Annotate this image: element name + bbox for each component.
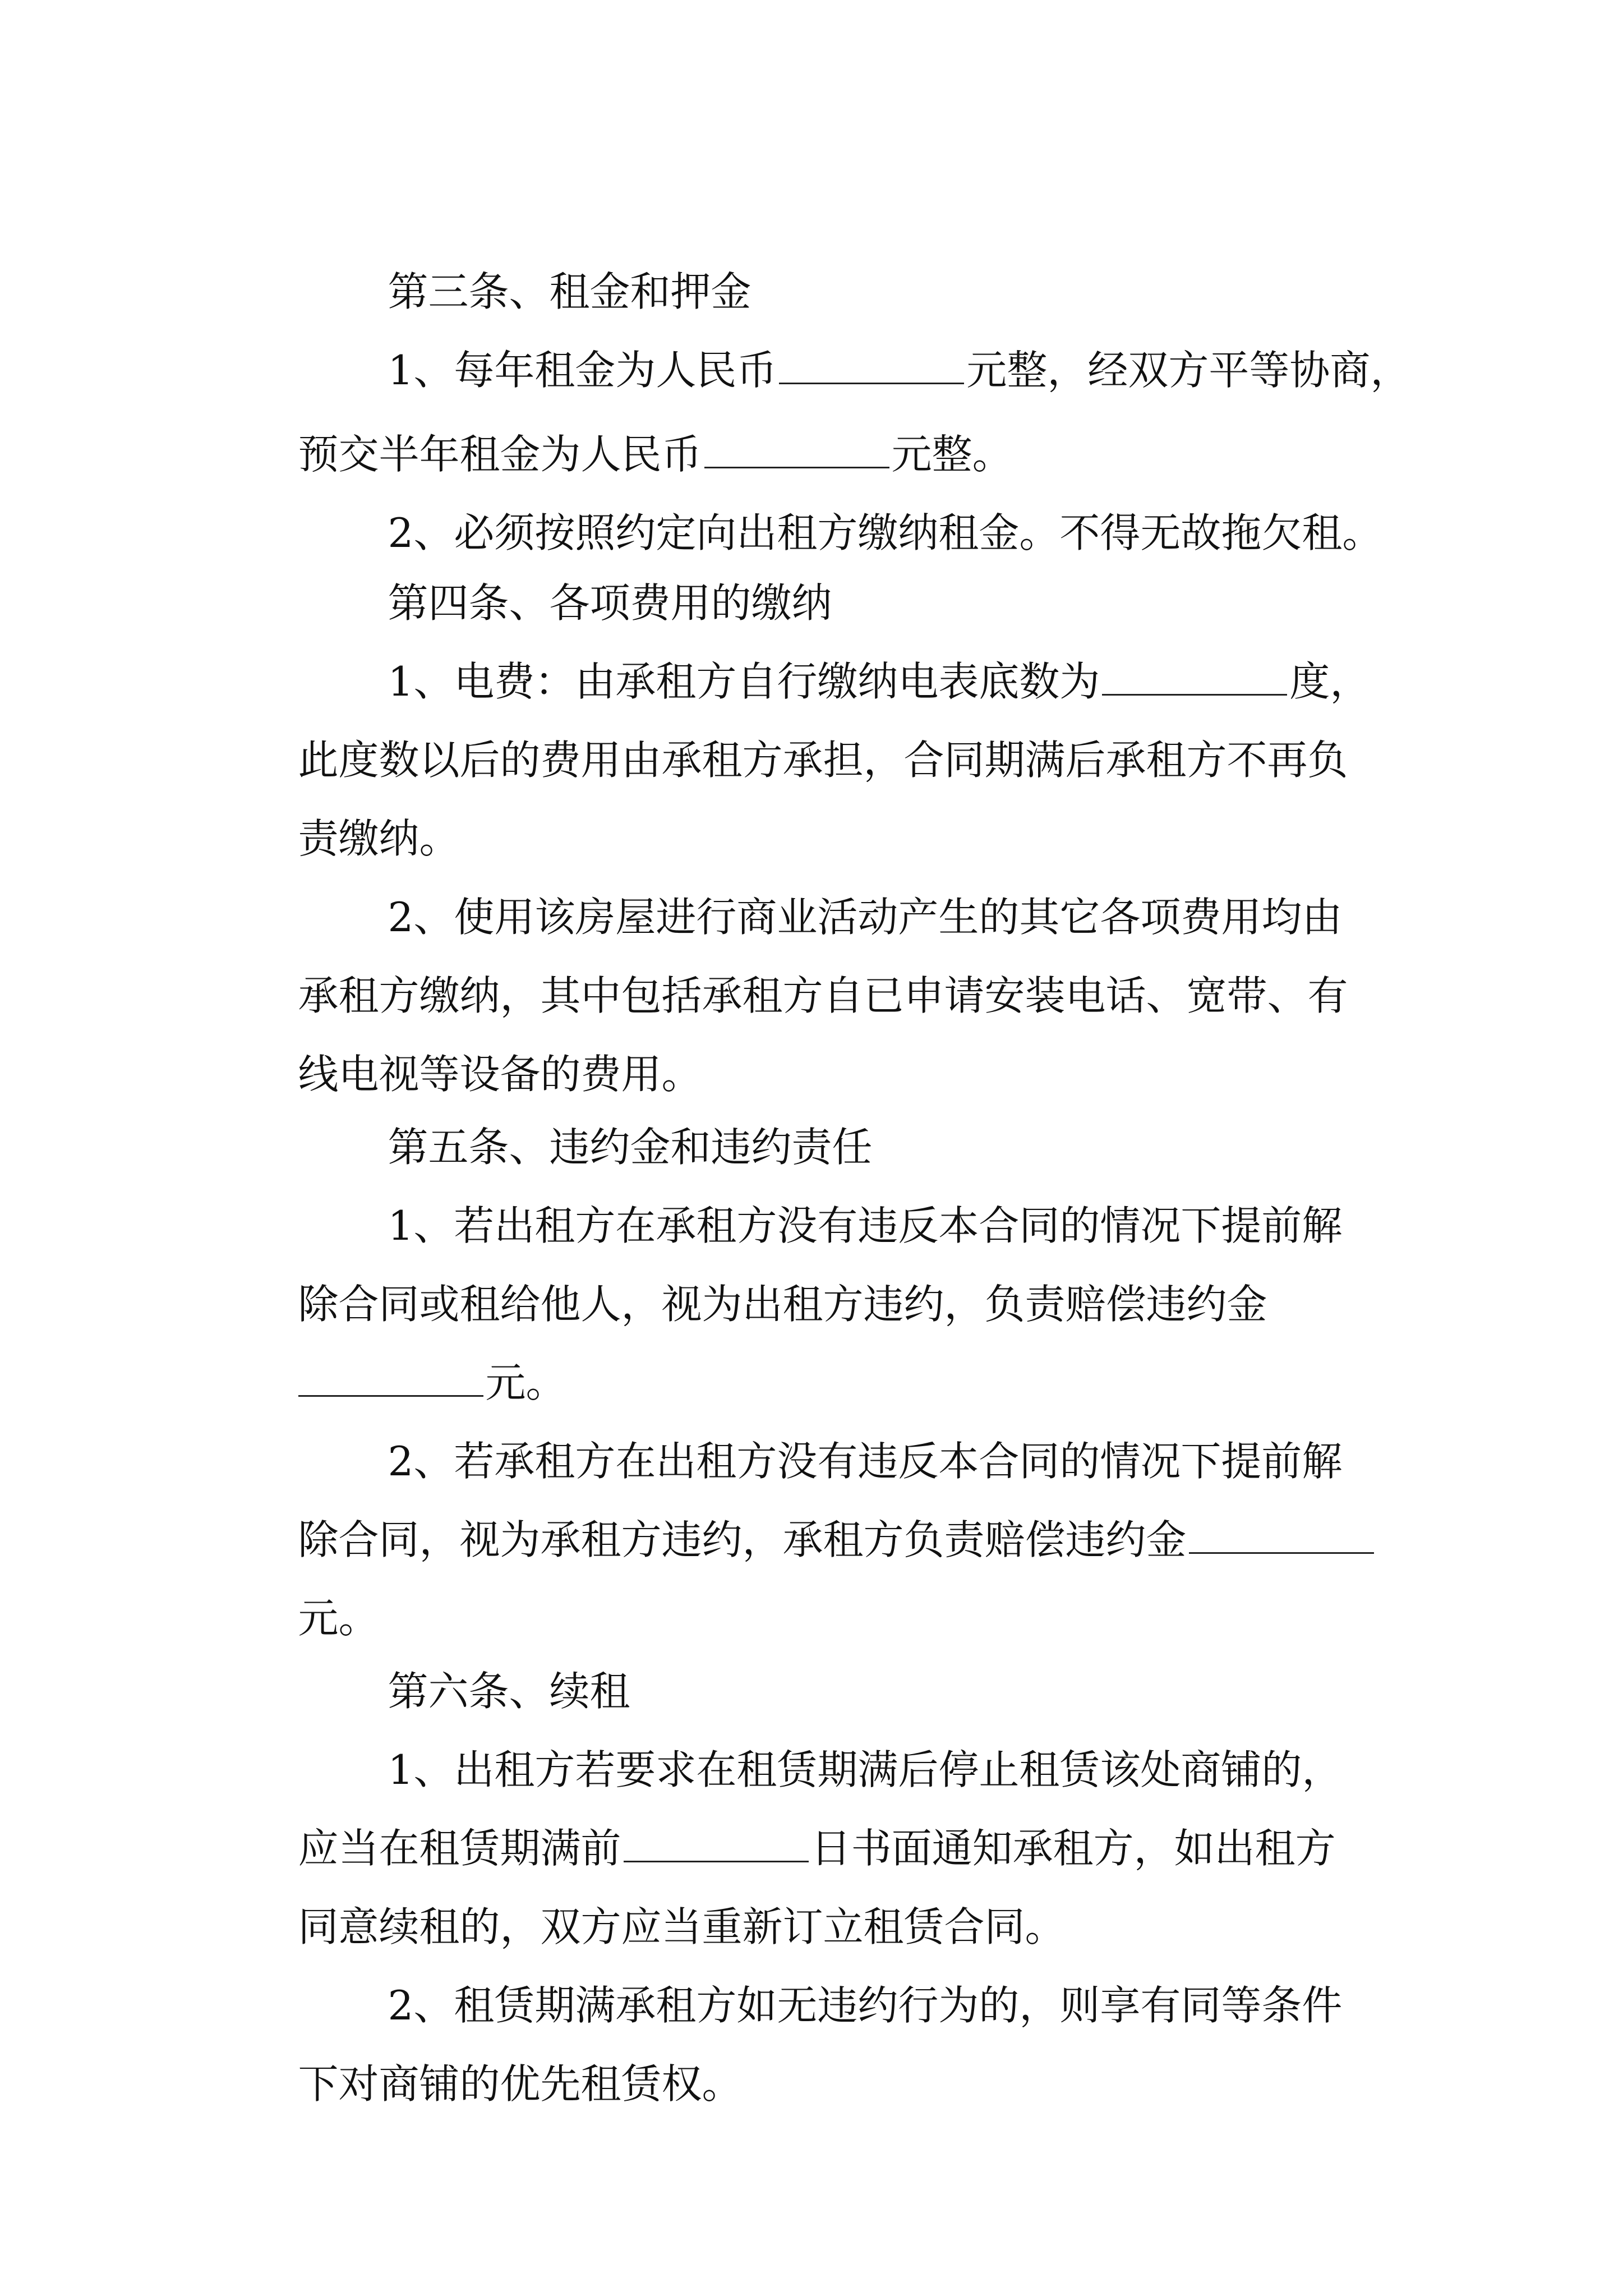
clause-line: 2、租赁期满承租方如无违约行为的，则享有同等条件 [388,1982,1343,2029]
clause-line: 承租方缴纳，其中包括承租方自已申请安装电话、宽带、有 [298,972,1348,1019]
clause-line: 责缴纳。 [298,815,460,862]
clause-line: 2、使用该房屋进行商业活动产生的其它各项费用均由 [388,894,1343,941]
section-heading: 第四条、各项费用的缴纳 [388,579,832,627]
clause-line: 1、每年租金为人民币 元整，经双方平等协商， [388,347,1411,394]
clause-line: 预交半年租金为人民币 元整。 [298,431,1013,478]
clause-line: 此度数以后的费用由承租方承担，合同期满后承租方不再负 [298,737,1348,784]
clause-line: 2、若承租方在出租方没有违反本合同的情况下提前解 [388,1438,1343,1485]
clause-line: 1、出租方若要求在租赁期满后停止租赁该处商铺的， [388,1746,1343,1793]
clause-line: 元。 [247,1299,566,1467]
clause-line: 除合同或租给他人，视为出租方违约，负责赔偿违约金 [298,1281,1267,1328]
clause-line: 1、若出租方在承租方没有违反本合同的情况下提前解 [388,1202,1343,1249]
clause-line: 1、电费：由承租方自行缴纳电表底数为 度， [388,658,1371,705]
section-heading: 第六条、续租 [388,1668,630,1715]
clause-line: 应当在租赁期满前 日书面通知承租方，如出租方 [298,1825,1336,1872]
clause-line: 同意续租的，双方应当重新订立租赁合同。 [298,1903,1066,1950]
clause-line: 2、必须按照约定向出租方缴纳租金。不得无故拖欠租。 [388,509,1383,556]
clause-line: 下对商铺的优先租赁权。 [298,2060,743,2108]
section-heading: 第三条、租金和押金 [388,268,751,315]
clause-line: 线电视等设备的费用。 [298,1051,702,1098]
section-heading: 第五条、违约金和违约责任 [388,1124,873,1171]
clause-line: 元。 [298,1595,379,1642]
fill-in-blank[interactable] [1189,1544,1374,1554]
clause-line: 除合同，视为承租方违约，承租方负责赔偿违约金 [247,1456,1376,1624]
